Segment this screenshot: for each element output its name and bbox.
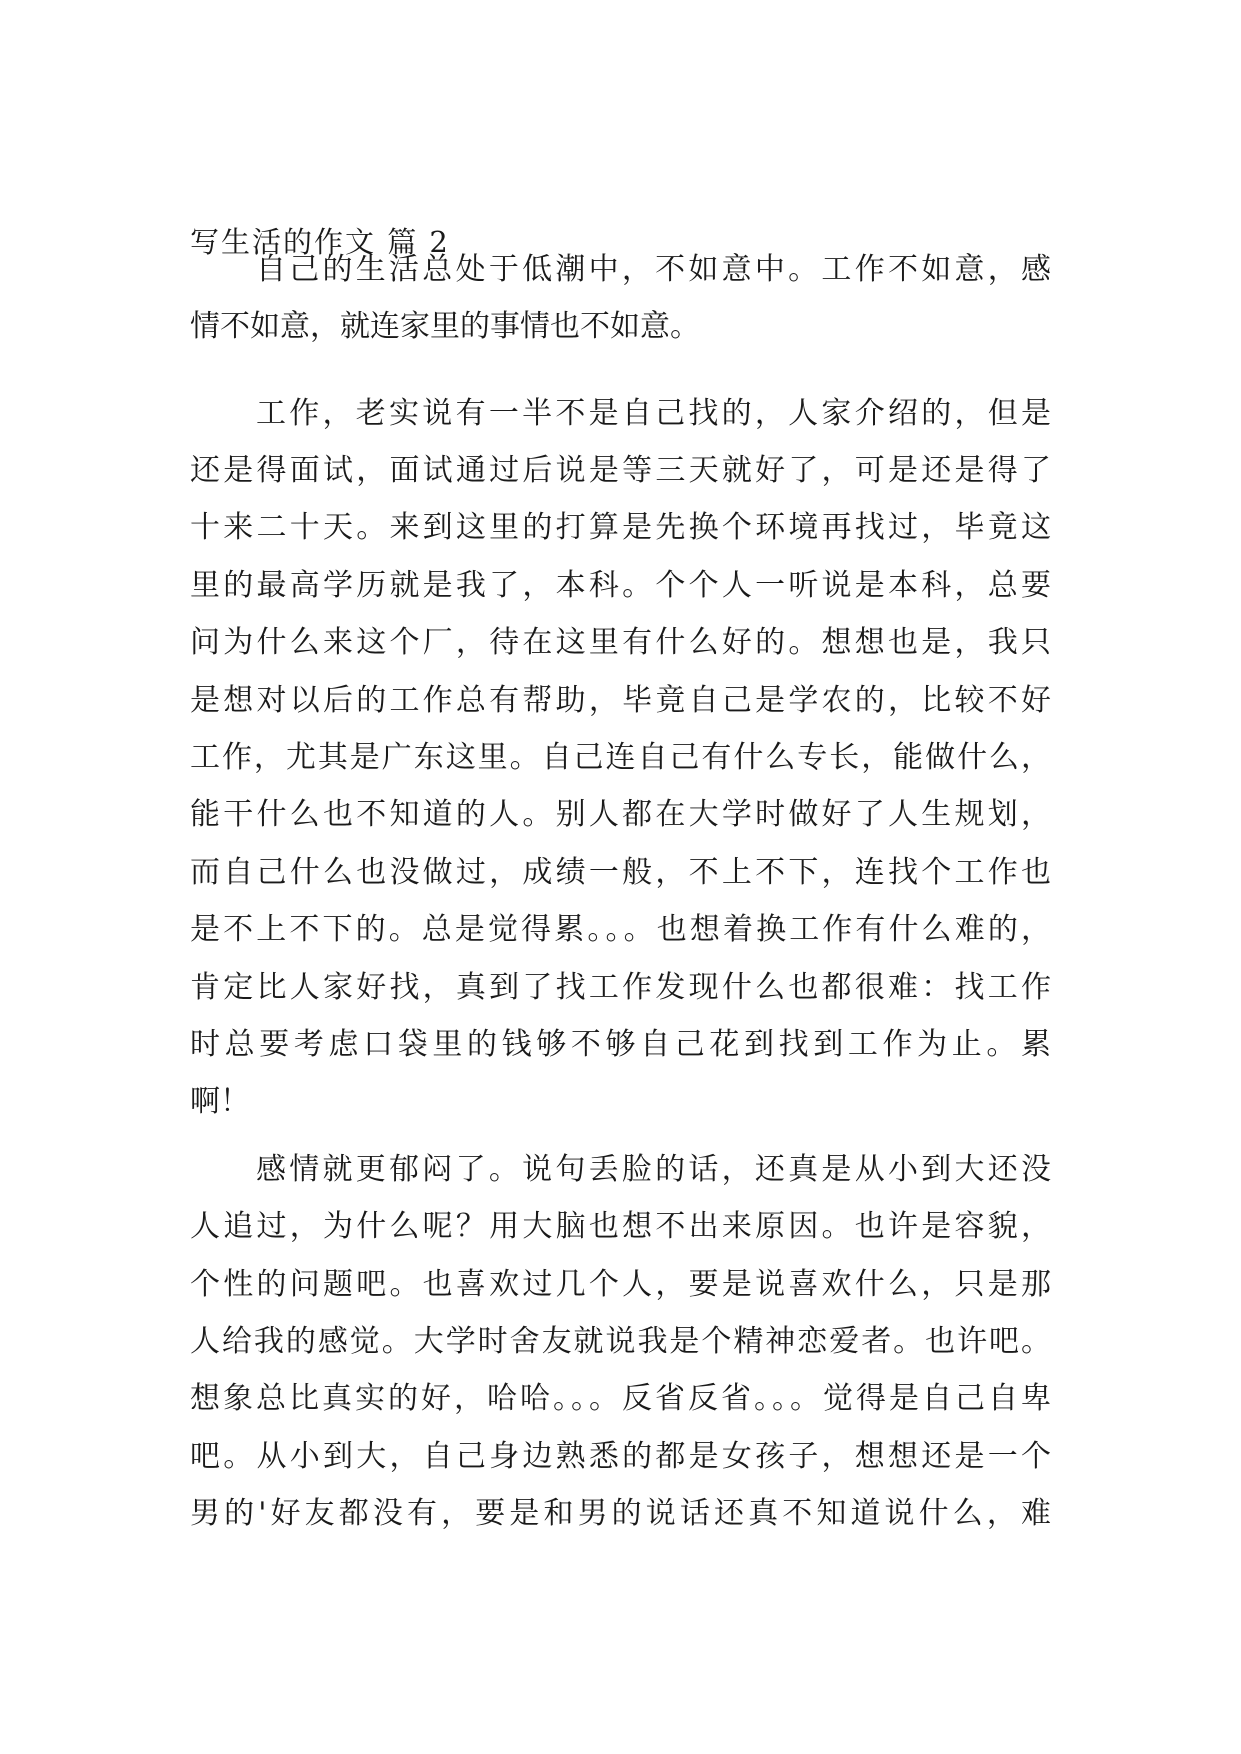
paragraph-2-line-11: 肯定比人家好找，真到了找工作发现什么也都很难：找工作 xyxy=(190,970,1051,1005)
paragraph-2-line-6: 是想对以后的工作总有帮助，毕竟自己是学农的，比较不好 xyxy=(190,683,1051,718)
paragraph-3-line-1: 感情就更郁闷了。说句丢脸的话，还真是从小到大还没 xyxy=(256,1152,1051,1187)
paragraph-3-line-5: 想象总比真实的好，哈哈。。。反省反省。。。觉得是自己自卑 xyxy=(190,1381,1051,1416)
paragraph-3-line-7: 男的'好友都没有，要是和男的说话还真不知道说什么，难 xyxy=(190,1496,1051,1531)
document-title: 写生活的作文 篇 2 xyxy=(190,225,450,259)
paragraph-2-line-8: 能干什么也不知道的人。别人都在大学时做好了人生规划， xyxy=(190,797,1051,832)
paragraph-2-line-1: 工作，老实说有一半不是自己找的，人家介绍的，但是 xyxy=(256,396,1051,431)
paragraph-2-line-13: 啊！ xyxy=(190,1084,250,1119)
paragraph-2-line-4: 里的最高学历就是我了，本科。个个人一听说是本科，总要 xyxy=(190,568,1051,603)
paragraph-2-line-5: 问为什么来这个厂，待在这里有什么好的。想想也是，我只 xyxy=(190,625,1051,660)
paragraph-3-line-2: 人追过，为什么呢？用大脑也想不出来原因。也许是容貌， xyxy=(190,1209,1051,1244)
paragraph-2-line-9: 而自己什么也没做过，成绩一般，不上不下，连找个工作也 xyxy=(190,855,1051,890)
paragraph-3-line-3: 个性的问题吧。也喜欢过几个人，要是说喜欢什么，只是那 xyxy=(190,1267,1051,1302)
paragraph-2-line-10: 是不上不下的。总是觉得累。。。也想着换工作有什么难的， xyxy=(190,912,1051,947)
paragraph-2-line-2: 还是得面试，面试通过后说是等三天就好了，可是还是得了 xyxy=(190,453,1051,488)
paragraph-2-line-12: 时总要考虑口袋里的钱够不够自己花到找到工作为止。累 xyxy=(190,1027,1051,1062)
paragraph-1-line-2: 情不如意，就连家里的事情也不如意。 xyxy=(190,309,700,344)
paragraph-2-line-3: 十来二十天。来到这里的打算是先换个环境再找过，毕竟这 xyxy=(190,510,1051,545)
paragraph-2-line-7: 工作，尤其是广东这里。自己连自己有什么专长，能做什么， xyxy=(190,740,1051,775)
paragraph-3-line-6: 吧。从小到大，自己身边熟悉的都是女孩子，想想还是一个 xyxy=(190,1439,1051,1474)
paragraph-1-line-1: 自己的生活总处于低潮中，不如意中。工作不如意，感 xyxy=(256,252,1051,287)
paragraph-3-line-4: 人给我的感觉。大学时舍友就说我是个精神恋爱者。也许吧。 xyxy=(190,1324,1051,1359)
